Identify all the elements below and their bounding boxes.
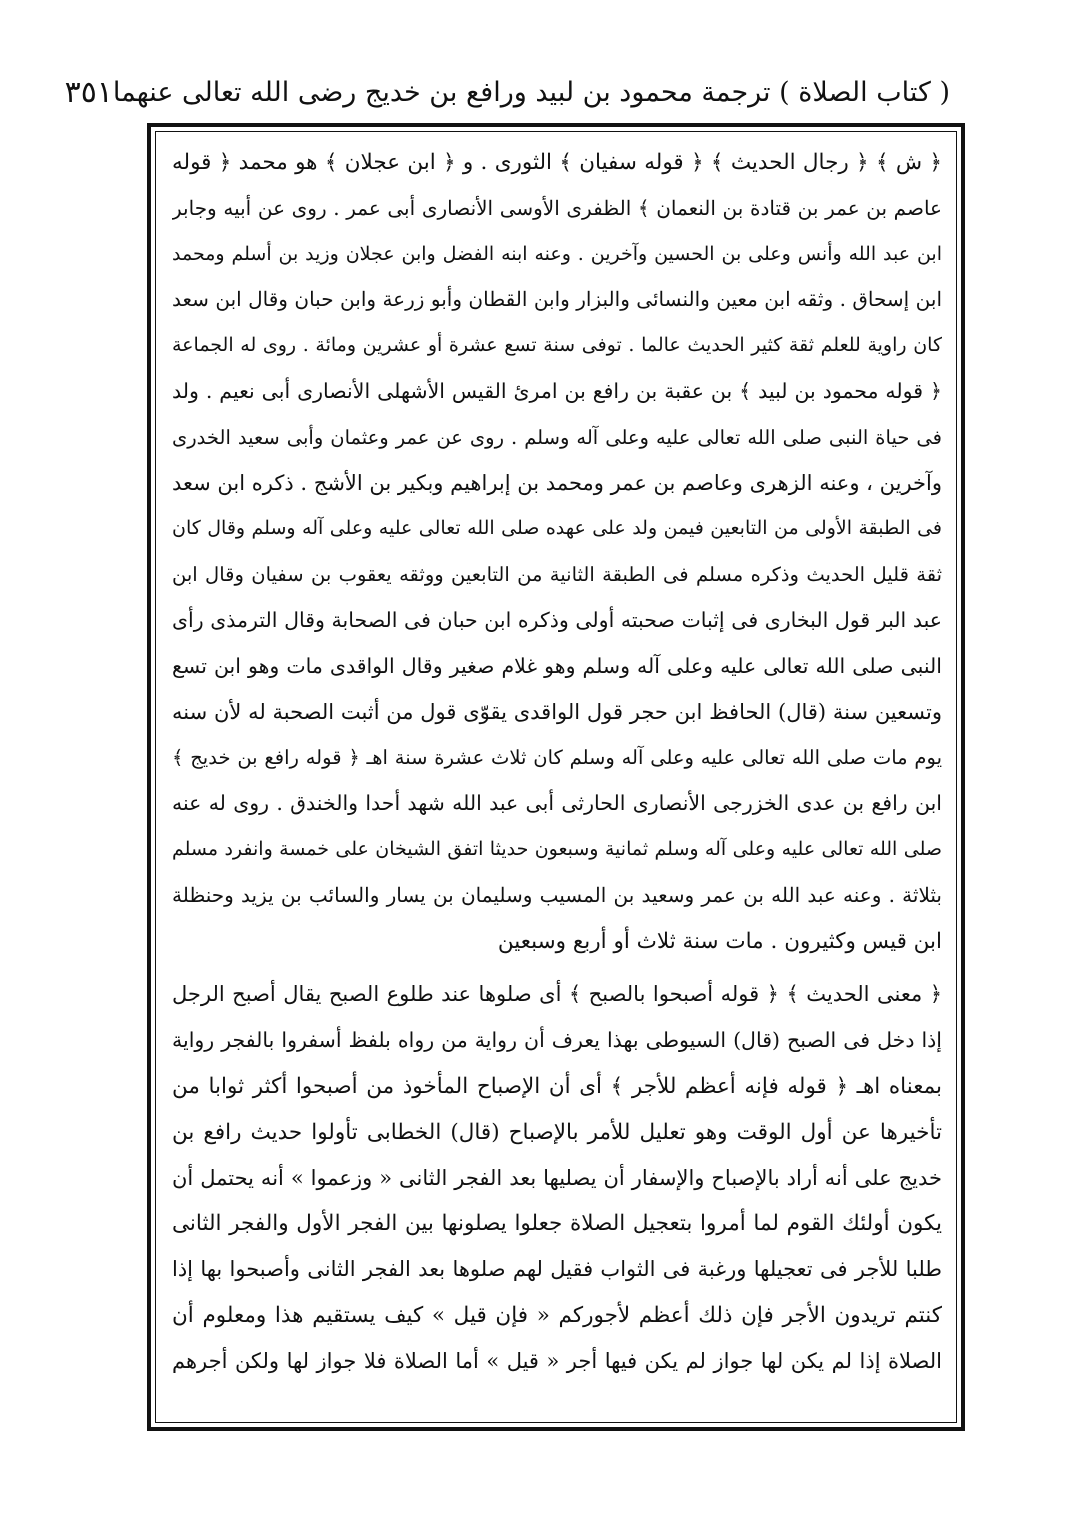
text-line: ابن عبد الله وأنس وعلى بن الحسين وآخرين . وعنه ابنه الفضل وابن عجلان وزيد بن أسلم ومحمد — [172, 242, 942, 265]
paragraph-gap — [172, 964, 942, 972]
text-line: بمعناه اهـ ﴿ قوله فإنه أعظم للأجر ﴾ أى أن الإصباح المأخوذ من أصبحوا أكثر ثوابا من — [172, 1073, 942, 1099]
paragraph-meaning — [172, 972, 942, 1384]
text-line: وآخرين ، وعنه الزهرى وعاصم بن عمر ومحمد بن إبراهيم وبكير بن الأشج . ذكره ابن سعد — [172, 470, 942, 495]
text-line: خديج على أنه أراد بالإصباح والإسفار أن يصليها بعد الفجر الثانى « وزعموا » أنه يحتمل أن — [172, 1165, 942, 1190]
text-line: ﴿ معنى الحديث ﴾ ﴿ قوله أصبحوا بالصبح ﴾ أى صلوها عند طلوع الصبح يقال أصبح الرجل — [172, 982, 942, 1007]
text-line: عاصم بن عمر بن قتادة بن النعمان ﴾ الظفرى الأوسى الأنصارى أبى عمر . روى عن أبيه وجابر — [172, 195, 942, 220]
text-line: النبى صلى الله تعالى عليه وعلى آله وسلم وهو غلام صغير وقال الواقدى مات وهو ابن تسع — [172, 653, 942, 678]
text-line: بثلاثة . وعنه عبد الله بن عمر وسعيد بن المسيب وسليمان بن يسار والسائب بن يزيد وحنظلة — [172, 882, 942, 907]
page-number: ٣٥١ — [64, 74, 113, 110]
text-line: ابن رافع بن عدى الخزرجى الأنصارى الحارثى أبى عبد الله شهد أحدا والخندق . روى له عنه — [172, 791, 942, 816]
body-text — [172, 140, 942, 1385]
text-line: ثقة قليل الحديث وذكره مسلم فى الطبقة الثانية من التابعين ووثقه يعقوب بن سفيان وقال ابن — [172, 563, 942, 587]
text-line: فى حياة النبى صلى الله تعالى عليه وعلى آله وسلم . روى عن عمر وعثمان وأبى سعيد الخدرى — [172, 425, 942, 449]
text-line: ابن إسحاق . وثقه ابن معين والنسائى والبزار وابن القطان وأبو زرعة وابن حبان وقال ابن سعد — [172, 287, 942, 312]
text-line: تأخيرها عن أول الوقت وهو تعليل للأمر بالإصباح (قال) الخطابى تأولوا حديث رافع بن — [172, 1119, 942, 1145]
text-line: ابن قيس وكثيرون . مات سنة ثلاث أو أربع وسبعين — [497, 928, 942, 954]
text-line: ﴿ قوله محمود بن لبيد ﴾ بن عقبة بن رافع بن امرئ القيس الأشهلى الأنصارى أبى نعيم . ولد — [172, 378, 942, 403]
text-line: وتسعين سنة (قال) الحافظ ابن حجر قول الواقدى يقوّى قول من أثبت الصحبة له لأن سنه — [172, 699, 942, 724]
text-line: طلبا للأجر فى تعجيلها ورغبة فى الثواب فقيل لهم صلوها بعد الفجر الثانى وأصبحوا بها إذا — [172, 1257, 942, 1282]
text-line: يكون أولئك القوم لما أمروا بتعجيل الصلاة جعلوا يصلونها بين الفجر الأول والفجر الثانى — [172, 1211, 942, 1237]
paragraph-narrators — [172, 140, 942, 964]
text-line: ﴿ ش ﴾ ﴿ رجال الحديث ﴾ ﴿ قوله سفيان ﴾ الثورى . و ﴿ ابن عجلان ﴾ هو محمد ﴿ قوله — [172, 150, 942, 175]
running-title: ( كتاب الصلاة ) ترجمة محمود بن لبيد ورافع بن خديج رضى الله تعالى عنهما — [112, 76, 950, 108]
page-header — [64, 70, 950, 114]
text-line: عبد البر قول البخارى فى إثبات صحبته أولى وذكره ابن حبان فى الصحابة وقال الترمذى رأى — [172, 607, 942, 632]
text-line: إذا دخل فى الصبح (قال) السيوطى بهذا يعرف أن رواية من رواه بلفظ أسفروا بالفجر رواية — [172, 1028, 942, 1053]
text-line: فى الطبقة الأولى من التابعين فيمن ولد على عهده صلى الله تعالى عليه وعلى آله وسلم وقال كان — [172, 517, 942, 540]
text-line: كنتم تريدون الأجر فإن ذلك أعظم لأجوركم « فإن قيل » كيف يستقيم هذا ومعلوم أن — [172, 1302, 942, 1328]
text-line: يوم مات صلى الله تعالى عليه وعلى آله وسلم كان ثلاث عشرة سنة اهـ ﴿ قوله رافع بن خديج ﴾ — [172, 746, 942, 770]
text-line: صلى الله تعالى عليه وعلى آله وسلم ثمانية وسبعون حديثا اتفق الشيخان على خمسة وانفرد مسلم — [172, 837, 942, 860]
text-line: كان راوية للعلم ثقة كثير الحديث عالما . توفى سنة تسع عشرة أو عشرين ومائة . روى له الجماعة — [172, 334, 942, 357]
text-line: الصلاة إذا لم يكن لها جواز لم يكن فيها أجر « قيل » أما الصلاة فلا جواز لها ولكن أجرهم — [172, 1348, 942, 1373]
